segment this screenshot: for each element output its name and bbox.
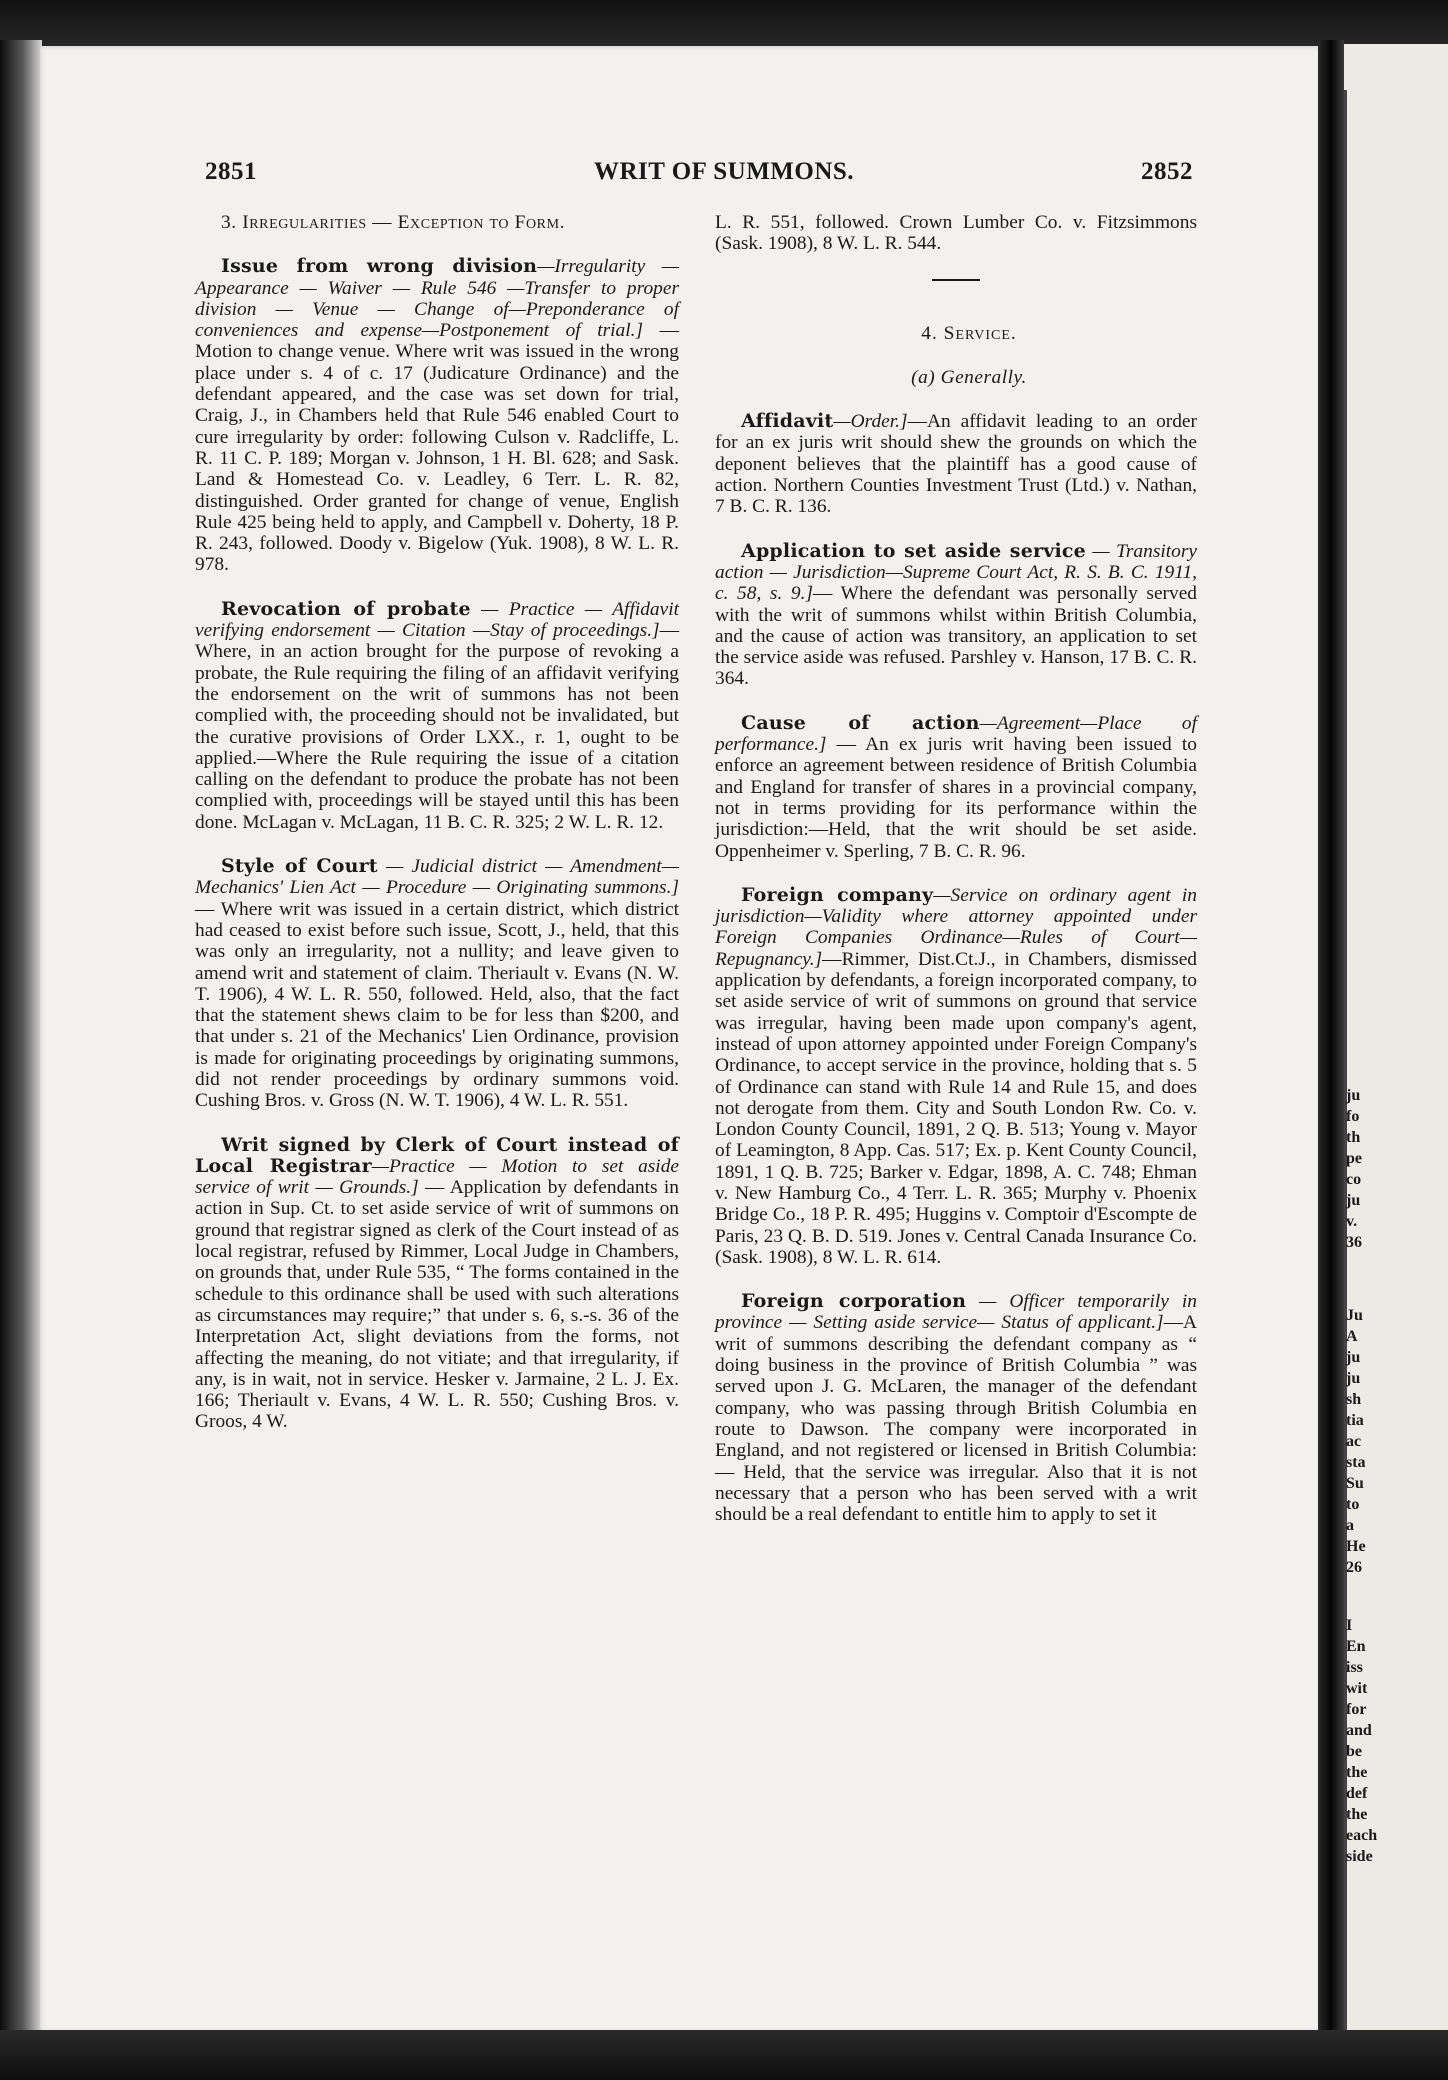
left-column [195,212,679,1456]
adjacent-page-fragment: side [1346,1848,1373,1865]
adjacent-page-fragment: sta [1346,1454,1366,1471]
adjacent-page-edge [1344,44,1448,2032]
entry-keyword: Revocation of probate [221,597,471,620]
adjacent-page-fragment: A [1346,1328,1358,1345]
adjacent-page-fragment: sh [1346,1391,1362,1408]
adjacent-page-fragment: and [1346,1722,1372,1739]
entry-affidavit [715,411,1197,517]
adjacent-page-fragment: Su [1346,1475,1364,1492]
entry-keyword: Affidavit [741,410,834,433]
entry-body: — Motion to change venue. Where writ was issued in the wrong place under s. 4 of c. 17 (Judicature Ordinance) and the defendant appeared, and the case was set down for trial, Craig, J., in Chambers held that Rule 546 enabled Court to cure irregularity by order: following Culson v. Radcliffe, L. R. 11 C. P. 189; Morgan v. Johnson, 1 H. Bl. 628; and Sask. Land & Homestead Co. v. Leadley, 6 Terr. L. R. 82, distinguished. Order granted for change of venue, English Rule 425 being held to apply, and Campbell v. Doherty, 18 P. R. 243, followed. Doody v. Bigelow (Yuk. 1908), 8 W. L. R. 978. [195,320,679,576]
entry-keyword: Foreign company [741,883,934,906]
adjacent-page-fragment: 26 [1346,1559,1362,1576]
entry-keyword: Foreign corporation [741,1290,967,1313]
entry-gloss: — Transitory action — Jurisdiction—Supreme Court Act, R. S. B. C. 1911, c. 58, s. 9.] [715,540,1197,605]
entry-gloss: — Judicial district — Amendment—Mechanics' Lien Act — Procedure — Originating summons.] [195,856,679,899]
entry-gloss: — Practice — Affidavit verifying endorsement — Citation —Stay of proceedings.] [195,598,679,642]
adjacent-page-fragment: def [1346,1785,1368,1802]
entry-body: — An ex juris writ having been issued to enforce an agreement between residence of British Columbia and England for transfer of shares in a provincial company, not in terms providing for its performance within the jurisdiction:—Held, that the writ should be set aside. Oppenheimer v. Sperling, 7 B. C. R. 96. [715,734,1197,862]
adjacent-page-fragment: iss [1346,1659,1363,1676]
entry-keyword: Issue from wrong division [221,255,538,278]
entry-body: —A writ of summons describing the defendant company as “ doing business in the province of British Columbia ” was served upon J. G. McLaren, the manager of the defendant company, who was passing through British Columbia en route to Dawson. The company were incorporated in England, and not registered or licensed in British Columbia: — Held, that the service was irregular. Also that it is not necessary that a person who has been served with a writ should be a real defendant to entitle him to apply to set it [715,1312,1197,1526]
section-divider [932,279,980,281]
scan-top-edge [0,0,1448,52]
entry-foreign-corporation [715,1291,1197,1525]
section-heading: 4. Service. [921,322,1017,344]
right-column [715,212,1197,1548]
entry-gloss: —Agreement—Place of performance.] [715,712,1198,756]
entry-application-to-set-aside-service [715,541,1197,690]
entry-issue-from-wrong-division [195,256,679,575]
entry-body: — Where the defendant was personally served with the writ of summons whilst within British Columbia, and the cause of action was transitory, an application to set the service aside was refused. Parshley v. Hanson, 17 B. C. R. 364. [715,583,1198,690]
page-number-left: 2851 [205,158,257,185]
entry-body: — Application by defendants in action in Sup. Ct. to set aside service of writ of summons on ground that registrar signed as clerk of the Court instead of as local registrar, refused by Rimmer, Local Judge in Chambers, on grounds that, under Rule 535, “ The forms contained in the schedule to this ordinance shall be used with such alterations as circumstances may require;” that under s. 6, s.-s. 36 of the Interpretation Act, slight deviations from the forms, not affecting the meaning, do not vitiate; and that irregularity, if any, is in wait, not in service. Hesker v. Jarmaine, 2 L. J. Ex. 166; Theriault v. Evans, 4 W. L. R. 550; Cushing Bros. v. Groos, 4 W. [195,1177,679,1433]
adjacent-page-fragment: wit [1346,1680,1368,1697]
adjacent-page-fragment: 36 [1346,1234,1362,1251]
adjacent-page-fragment: each [1346,1827,1378,1844]
adjacent-page-fragment: be [1346,1743,1362,1760]
entry-style-of-court [195,856,679,1112]
book-spine-edge [0,40,42,2035]
adjacent-page-fragment: I [1346,1617,1353,1634]
adjacent-page-fragment: ju [1346,1192,1361,1209]
entry-gloss: — Officer temporarily in province — Setting aside service— Status of applicant.] [715,1291,1197,1334]
scan-bottom-edge [0,2030,1448,2080]
entry-keyword: Style of Court [221,855,378,878]
adjacent-page-fragment: ju [1346,1087,1361,1104]
adjacent-page-fragment: En [1346,1638,1366,1655]
adjacent-page-fragment: the [1346,1764,1368,1781]
entry-gloss: —Order.] [833,411,908,433]
continued-text: L. R. 551, followed. Crown Lumber Co. v. Fitzsimmons (Sask. 1908), 8 W. L. R. 544. [715,212,1197,255]
entry-revocation-of-probate [195,599,679,833]
adjacent-page-fragment: fo [1346,1108,1360,1125]
adjacent-page-fragment: the [1346,1806,1368,1823]
page-number-right: 2852 [1141,158,1193,185]
entry-keyword: Application to set aside service [741,539,1086,562]
adjacent-page-fragment: v. [1346,1213,1358,1230]
adjacent-page-fragment: co [1346,1171,1362,1188]
adjacent-page-fragment: tia [1346,1412,1364,1429]
entry-gloss: —Service on ordinary agent in jurisdiction—Validity where attorney appointed under Foreign Companies Ordinance—Rules of Court—Repugnancy.] [715,884,1197,970]
section-heading: 3. Irregularities — Exception to Form. [221,212,566,233]
entry-body: —Where, in an action brought for the purpose of revoking a probate, the Rule requiring the filing of an affidavit verifying the endorsement on the writ of summons has not been complied with, the proceeding should not be invalidated, but the curative provisions of Order LXX., r. 1, ought to be applied.—Where the Rule requiring the issue of a citation calling on the defendant to produce the probate has not been complied with, proceedings will be stayed until this has been done. McLagan v. McLagan, 11 B. C. R. 325; 2 W. L. R. 12. [195,620,679,833]
entry-body: — Where writ was issued in a certain district, which district had ceased to exist before such issue, Scott, J., held, that this was only an irregularity, not a nullity; and leave given to amend writ and statement of claim. Theriault v. Evans (N. W. T. 1906), 4 W. L. R. 550, followed. Held, also, that the fact that the statement shews claim to be for less than $200, and that under s. 21 of the Mechanics' Lien Ordinance, provision is made for originating proceedings by originating summons, did not render proceedings by ordinary summons void. Cushing Bros. v. Gross (N. W. T. 1906), 4 W. L. R. 551. [195,898,679,1112]
entry-gloss: —Practice — Motion to set aside service of writ — Grounds.] [195,1155,679,1199]
entry-body: —Rimmer, Dist.Ct.J., in Chambers, dismissed application by defendants, a foreign incorporated company, to set aside service of writ of summons on ground that service was irregular, having been made upon company's agent, instead of upon attorney appointed under Foreign Company's Ordinance, to accept service in the province, holding that s. 5 of Ordinance can stand with Rule 14 and Rule 15, and does not derogate from them. City and South London Rw. Co. v. London County Council, 1891, 2 Q. B. 513; Young v. Mayor of Leamington, 8 App. Cas. 517; Ex. p. Kent County Council, 1891, 1 Q. B. 725; Barker v. Edgar, 1898, A. C. 748; Ehman v. New Hamburg Co., 4 Terr. L. R. 365; Murphy v. Phoenix Bridge Co., 18 P. R. 495; Huggins v. Comptoir d'Escompte de Paris, 23 Q. B. D. 519. Jones v. Central Canada Insurance Co. (Sask. 1908), 8 W. L. R. 614. [715,948,1197,1268]
adjacent-page-fragment: ac [1346,1433,1362,1450]
adjacent-page-fragment: Ju [1346,1307,1363,1324]
adjacent-page-fragment: th [1346,1129,1361,1146]
adjacent-page-fragment: ju [1346,1349,1361,1366]
entry-writ-signed-by-clerk [195,1135,679,1433]
entry-foreign-company [715,885,1197,1268]
entry-body: —An affidavit leading to an order for an ex juris writ should shew the grounds on which the deponent believes that the plaintiff has a good cause of action. Northern Counties Investment Trust (Ltd.) v. Nathan, 7 B. C. R. 136. [715,411,1197,518]
subsection-heading: (a) Generally. [911,366,1027,388]
entry-cause-of-action [715,713,1197,862]
adjacent-page-fragment: for [1346,1701,1367,1718]
adjacent-page-fragment: pe [1346,1150,1362,1167]
adjacent-page-fragment: ju [1346,1370,1361,1387]
entry-gloss: —Irregularity — Appearance — Waiver — Rule 546 —Transfer to proper division — Venue — Change of—Preponderance of conveniences and expense—Postponement of trial.] [195,256,679,342]
adjacent-page-fragment: to [1346,1496,1360,1513]
adjacent-page-fragment: a [1346,1517,1354,1534]
entry-keyword: Writ signed by Clerk of Court instead of Local Registrar [195,1133,679,1177]
running-title: WRIT OF SUMMONS. [593,158,855,185]
adjacent-page-fragment: He [1346,1538,1366,1555]
book-gutter [1318,40,1344,2035]
entry-keyword: Cause of action [741,711,980,734]
